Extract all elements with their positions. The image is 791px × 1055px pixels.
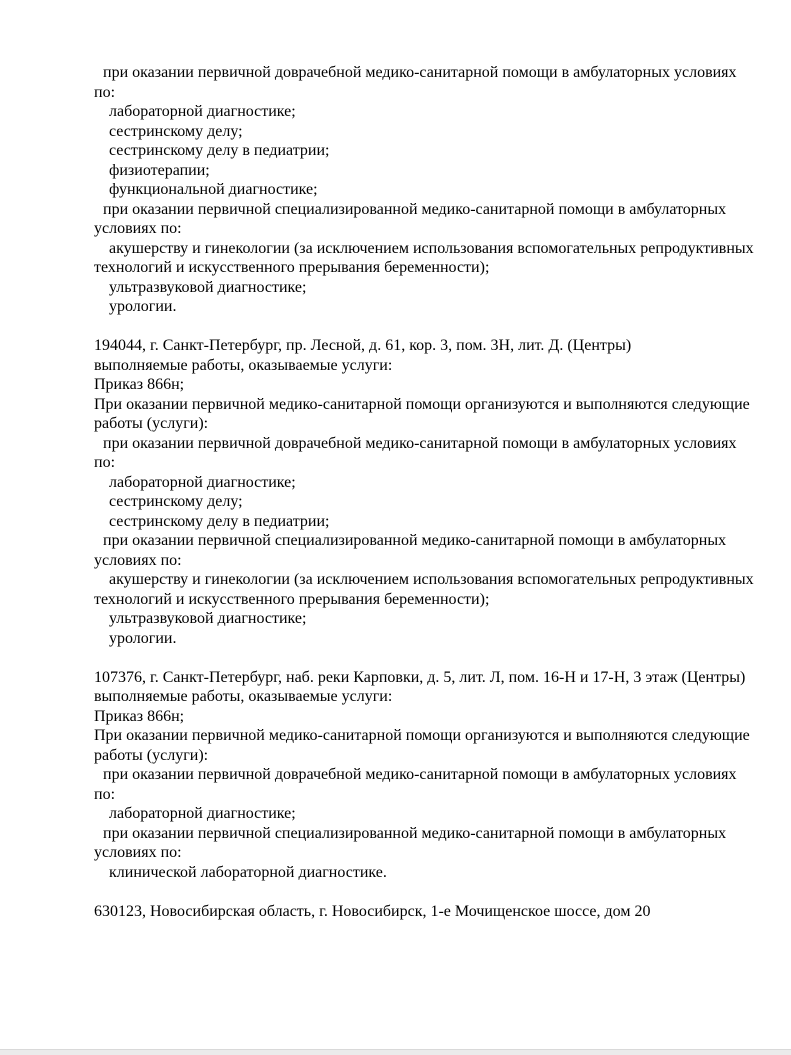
text-line: ультразвуковой диагностике; xyxy=(109,278,307,296)
text-line: выполняемые работы, оказываемые услуги: xyxy=(94,356,393,374)
text-line: условиях по: xyxy=(94,551,182,569)
text-line: акушерству и гинекологии (за исключением использования вспомогательных репродуктивных xyxy=(109,571,754,588)
text-line: лабораторной диагностике; xyxy=(109,103,296,120)
text-line: при оказании первичной доврачебной медико-санитарной помощи в амбулаторных условиях xyxy=(103,766,737,783)
location-section-194044 xyxy=(94,336,754,648)
text-line: технологий и искусственного прерывания беременности); xyxy=(94,590,490,608)
text-line: клинической лабораторной диагностике. xyxy=(109,863,387,881)
text-line: сестринскому делу в педиатрии; xyxy=(109,142,330,159)
license-document-text xyxy=(94,63,754,921)
location-address: 107376, г. Санкт-Петербург, наб. реки Карповки, д. 5, лит. Л, пом. 16-Н и 17-Н, 3 этаж (Центры) xyxy=(94,668,746,686)
text-line: при оказании первичной специализированной медико-санитарной помощи в амбулаторных xyxy=(103,824,727,842)
text-line: при оказании первичной доврачебной медико-санитарной помощи в амбулаторных условиях xyxy=(103,434,737,452)
text-line: при оказании первичной доврачебной медико-санитарной помощи в амбулаторных условиях xyxy=(103,64,737,81)
location-address: 630123, Новосибирская область, г. Новосибирск, 1-е Мочищенское шоссе, дом 20 xyxy=(94,902,651,920)
text-line: по: xyxy=(94,83,116,101)
text-line: акушерству и гинекологии (за исключением использования вспомогательных репродуктивных xyxy=(109,239,754,257)
text-line: работы (услуги): xyxy=(94,415,209,432)
text-line: лабораторной диагностике; xyxy=(109,805,296,822)
text-line: сестринскому делу в педиатрии; xyxy=(109,512,330,530)
license-works-section-continuation xyxy=(94,63,754,317)
text-line: Приказ 866н; xyxy=(94,707,185,725)
text-line: при оказании первичной специализированной медико-санитарной помощи в амбулаторных xyxy=(103,532,727,549)
location-address: 194044, г. Санкт-Петербург, пр. Лесной, д. 61, кор. 3, пом. 3Н, лит. Д. (Центры) xyxy=(94,337,632,354)
text-line: сестринскому делу; xyxy=(109,493,243,510)
text-line: выполняемые работы, оказываемые услуги: xyxy=(94,688,393,705)
location-section-107376 xyxy=(94,668,750,883)
section-spacer xyxy=(94,317,740,337)
text-line: условиях по: xyxy=(94,844,182,861)
text-line: по: xyxy=(94,454,116,471)
text-line: ультразвуковой диагностике; xyxy=(109,610,307,627)
text-line: по: xyxy=(94,785,116,803)
text-line: физиотерапии; xyxy=(109,161,210,179)
location-section-630123 xyxy=(94,902,740,922)
text-line: технологий и искусственного прерывания беременности); xyxy=(94,259,490,276)
text-line: сестринскому делу; xyxy=(109,122,243,140)
text-line: При оказании первичной медико-санитарной помощи организуются и выполняются следующие xyxy=(94,395,750,413)
text-line: условиях по: xyxy=(94,220,182,237)
text-line: функциональной диагностике; xyxy=(109,181,318,198)
text-line: при оказании первичной специализированной медико-санитарной помощи в амбулаторных xyxy=(103,200,727,218)
text-line: работы (услуги): xyxy=(94,746,209,764)
text-line: Приказ 866н; xyxy=(94,376,185,393)
horizontal-scrollbar-track[interactable] xyxy=(0,1049,791,1055)
text-line: При оказании первичной медико-санитарной помощи организуются и выполняются следующие xyxy=(94,727,750,744)
section-spacer xyxy=(94,882,740,902)
text-line: урологии. xyxy=(109,298,177,315)
text-line: урологии. xyxy=(109,629,177,647)
text-line: лабораторной диагностике; xyxy=(109,473,296,491)
section-spacer xyxy=(94,648,740,668)
